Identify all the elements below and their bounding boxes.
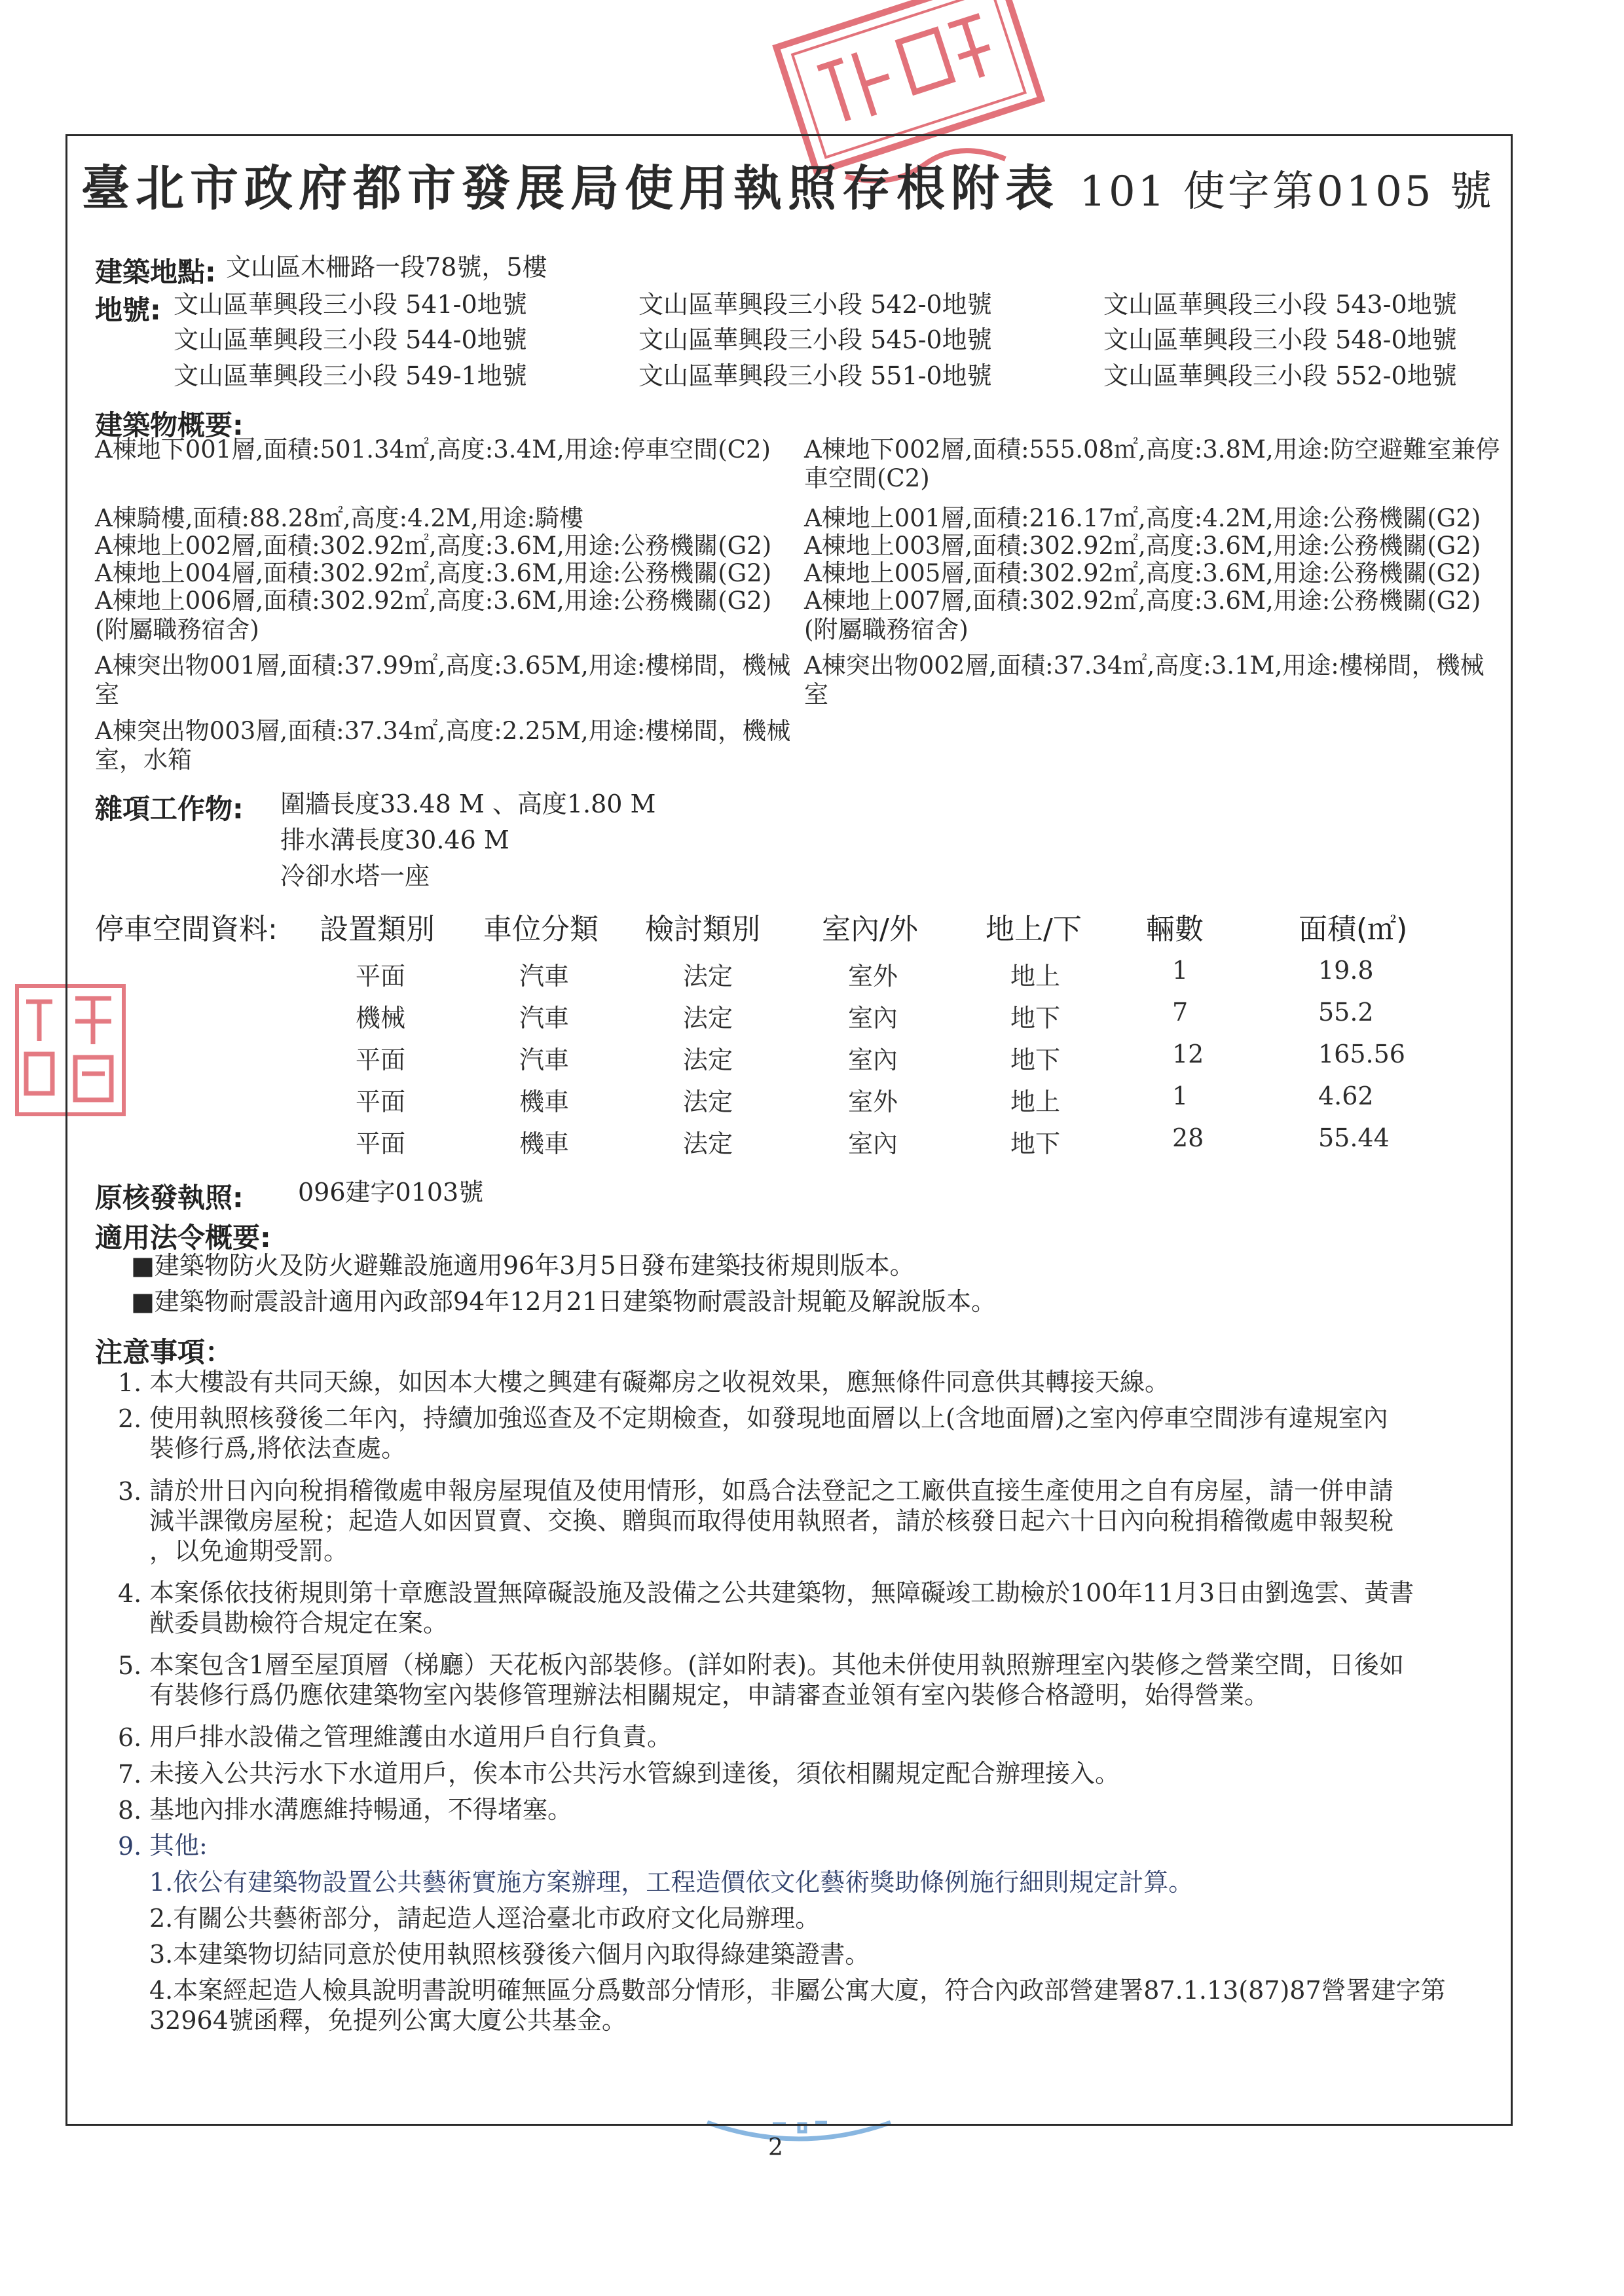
lot-item: 文山區華興段三小段 548-0地號 <box>1103 325 1457 354</box>
note-line: 減半課徵房屋稅；起造人如因買賣、交換、贈與而取得使用執照者，請於核發日起六十日內向稅捐稽徵處申報契稅 <box>149 1506 1394 1535</box>
note-line: 基地內排水溝應維持暢通，不得堵塞。 <box>149 1795 573 1824</box>
site-label: 建築地點: <box>95 256 216 288</box>
lot-item: 文山區華興段三小段 543-0地號 <box>1103 290 1457 319</box>
parking-col-header: 室內/外 <box>822 913 918 946</box>
lot-item: 文山區華興段三小段 542-0地號 <box>638 290 992 319</box>
page-number: 2 <box>768 2134 783 2161</box>
note-line: 本案包含1層至屋頂層（梯廳）天花板內部裝修。(詳如附表)。其他未併使用執照辦理室內裝修之營業空間，日後如 <box>149 1650 1404 1679</box>
parking-cell: 室內 <box>848 1129 898 1158</box>
note-line: 其他: <box>149 1831 208 1860</box>
misc-item: 圍牆長度33.48 M 、高度1.80 M <box>280 790 656 818</box>
notes-label: 注意事項： <box>95 1336 233 1368</box>
overview-left-item: A棟突出物003層,面積:37.34㎡,高度:2.25M,用途:樓梯間，機械室，水箱 <box>95 717 791 774</box>
parking-cell: 平面 <box>356 1046 406 1074</box>
lot-item: 文山區華興段三小段 552-0地號 <box>1103 361 1457 390</box>
site-value: 文山區木柵路一段78號，5樓 <box>226 253 547 282</box>
lot-item: 文山區華興段三小段 551-0地號 <box>638 361 992 390</box>
lot-item: 文山區華興段三小段 541-0地號 <box>174 290 527 319</box>
note-number: 5. <box>118 1651 142 1680</box>
original-permit-value: 096建字0103號 <box>298 1178 484 1207</box>
parking-cell: 55.44 <box>1318 1123 1390 1152</box>
parking-cell: 法定 <box>683 962 733 991</box>
parking-cell: 1 <box>1172 1082 1189 1110</box>
overview-right-item: A棟地下002層,面積:555.08㎡,高度:3.8M,用途:防空避難室兼停車空間(C2) <box>804 435 1500 492</box>
other-item: 2.有關公共藝術部分，請起造人逕洽臺北市政府文化局辦理。 <box>149 1904 821 1933</box>
parking-col-header: 地上/下 <box>986 913 1082 946</box>
overview-left-item: A棟地上004層,面積:302.92㎡,高度:3.6M,用途:公務機關(G2) <box>95 559 772 587</box>
note-line: 使用執照核發後二年內，持續加強巡查及不定期檢查，如發現地面層以上(含地面層)之室內停車空間涉有違規室內 <box>149 1404 1388 1432</box>
other-item: 32964號函釋，免提列公寓大廈公共基金。 <box>149 2006 627 2035</box>
parking-cell: 19.8 <box>1318 956 1374 985</box>
misc-item: 排水溝長度30.46 M <box>280 826 509 854</box>
note-number: 2. <box>118 1404 142 1433</box>
laws-label: 適用法令概要: <box>95 1222 271 1254</box>
overview-label: 建築物概要: <box>95 409 244 441</box>
lot-item: 文山區華興段三小段 545-0地號 <box>638 325 992 354</box>
parking-col-header: 設置類別 <box>320 913 435 946</box>
overview-left-item: A棟地上006層,面積:302.92㎡,高度:3.6M,用途:公務機關(G2)(附屬職務宿舍) <box>95 587 772 644</box>
parking-cell: 機車 <box>519 1129 570 1158</box>
note-number: 7. <box>118 1760 142 1789</box>
parking-cell: 地下 <box>1010 1129 1061 1158</box>
parking-cell: 平面 <box>356 1087 406 1116</box>
parking-cell: 汽車 <box>519 1046 570 1074</box>
note-number: 4. <box>118 1579 142 1608</box>
title-row <box>79 147 1513 219</box>
note-number: 1. <box>118 1368 142 1397</box>
overview-right-item: A棟地上005層,面積:302.92㎡,高度:3.6M,用途:公務機關(G2) <box>804 559 1481 587</box>
note-line: 本案係依技術規則第十章應設置無障礙設施及設備之公共建築物，無障礙竣工勘檢於100年11月3日由劉逸雲、黃書 <box>149 1578 1414 1607</box>
overview-left-item: A棟地下001層,面積:501.34㎡,高度:3.4M,用途:停車空間(C2) <box>95 435 771 464</box>
parking-cell: 地下 <box>1010 1046 1061 1074</box>
parking-cell: 法定 <box>683 1046 733 1074</box>
parking-cell: 165.56 <box>1318 1040 1405 1068</box>
other-item: 3.本建築物切結同意於使用執照核發後六個月內取得綠建築證書。 <box>149 1940 870 1969</box>
misc-label: 雜項工作物: <box>95 793 244 825</box>
parking-cell: 室內 <box>848 1004 898 1032</box>
note-line: 請於卅日內向稅捐稽徵處申報房屋現值及使用情形，如爲合法登記之工廠供直接生產使用之自有房屋，請一併申請 <box>149 1476 1394 1505</box>
misc-item: 冷卻水塔一座 <box>280 862 430 890</box>
overview-right-item: A棟地上001層,面積:216.17㎡,高度:4.2M,用途:公務機關(G2) <box>804 504 1481 532</box>
parking-cell: 4.62 <box>1318 1082 1374 1110</box>
note-number: 3. <box>118 1477 142 1506</box>
overview-left-item: A棟地上002層,面積:302.92㎡,高度:3.6M,用途:公務機關(G2) <box>95 532 772 560</box>
note-number: 8. <box>118 1796 142 1825</box>
parking-cell: 地上 <box>1010 1087 1061 1116</box>
lots-label: 地號: <box>95 294 161 326</box>
note-line: 本大樓設有共同天線，如因本大樓之興建有礙鄰房之收視效果，應無條件同意供其轉接天線。 <box>149 1368 1170 1396</box>
lot-item: 文山區華興段三小段 549-1地號 <box>174 361 527 390</box>
parking-cell: 平面 <box>356 962 406 991</box>
parking-col-header: 輛數 <box>1146 913 1204 946</box>
note-line: 有裝修行爲仍應依建築物室內裝修管理辦法相關規定，申請審查並領有室內裝修合格證明，始得營業。 <box>149 1681 1270 1709</box>
parking-cell: 地上 <box>1010 962 1061 991</box>
parking-cell: 室外 <box>848 1087 898 1116</box>
overview-left-item: A棟突出物001層,面積:37.99㎡,高度:3.65M,用途:樓梯間，機械室 <box>95 651 791 708</box>
parking-cell: 7 <box>1172 998 1189 1027</box>
parking-cell: 機車 <box>519 1087 570 1116</box>
law-item: ■建築物防火及防火避難設施適用96年3月5日發布建築技術規則版本。 <box>131 1251 915 1280</box>
parking-cell: 地下 <box>1010 1004 1061 1032</box>
parking-cell: 平面 <box>356 1129 406 1158</box>
parking-col-header: 檢討類別 <box>645 913 760 946</box>
parking-cell: 法定 <box>683 1087 733 1116</box>
parking-cell: 汽車 <box>519 1004 570 1032</box>
parking-cell: 室外 <box>848 962 898 991</box>
permit-number: 101 使字第0105 號 <box>1079 168 1494 216</box>
note-number: 9. <box>118 1832 142 1861</box>
overview-right-item: A棟突出物002層,面積:37.34㎡,高度:3.1M,用途:樓梯間，機械室 <box>804 651 1485 708</box>
note-line: 用戶排水設備之管理維護由水道用戶自行負責。 <box>149 1722 673 1751</box>
note-line: 裝修行爲,將依法查處。 <box>149 1434 407 1463</box>
parking-cell: 機械 <box>356 1004 406 1032</box>
lot-item: 文山區華興段三小段 544-0地號 <box>174 325 527 354</box>
law-item: ■建築物耐震設計適用內政部94年12月21日建築物耐震設計規範及解說版本。 <box>131 1287 996 1316</box>
parking-cell: 室內 <box>848 1046 898 1074</box>
note-line: 未接入公共污水下水道用戶，俟本市公共污水管線到達後，須依相關規定配合辦理接入。 <box>149 1759 1120 1788</box>
parking-cell: 汽車 <box>519 962 570 991</box>
parking-cell: 法定 <box>683 1004 733 1032</box>
parking-cell: 1 <box>1172 956 1189 985</box>
overview-right-item: A棟地上003層,面積:302.92㎡,高度:3.6M,用途:公務機關(G2) <box>804 532 1481 560</box>
parking-cell: 28 <box>1172 1123 1204 1152</box>
parking-cell: 55.2 <box>1318 998 1374 1027</box>
original-permit-label: 原核發執照: <box>95 1182 244 1214</box>
note-line: 猷委員勘檢符合規定在案。 <box>149 1609 449 1637</box>
parking-cell: 法定 <box>683 1129 733 1158</box>
note-number: 6. <box>118 1723 142 1752</box>
parking-cell: 12 <box>1172 1040 1204 1068</box>
parking-col-header: 面積(㎡) <box>1299 913 1408 946</box>
page-title: 臺北市政府都市發展局使用執照存根附表 <box>81 160 1060 217</box>
page-frame <box>65 134 1513 2126</box>
overview-right-item: A棟地上007層,面積:302.92㎡,高度:3.6M,用途:公務機關(G2)(附屬職務宿舍) <box>804 587 1481 644</box>
parking-col-header: 車位分類 <box>483 913 599 946</box>
parking-label: 停車空間資料: <box>95 913 278 946</box>
note-line: ，以免逾期受罰。 <box>149 1537 349 1565</box>
other-item: 1.依公有建築物設置公共藝術實施方案辦理，工程造價依文化藝術獎助條例施行細則規定計算。 <box>149 1868 1194 1897</box>
other-item: 4.本案經起造人檢具說明書說明確無區分爲數部分情形，非屬公寓大廈，符合內政部營建署87.1.13(87)87營署建字第 <box>149 1976 1446 2005</box>
overview-left-item: A棟騎樓,面積:88.28㎡,高度:4.2M,用途:騎樓 <box>95 504 584 532</box>
